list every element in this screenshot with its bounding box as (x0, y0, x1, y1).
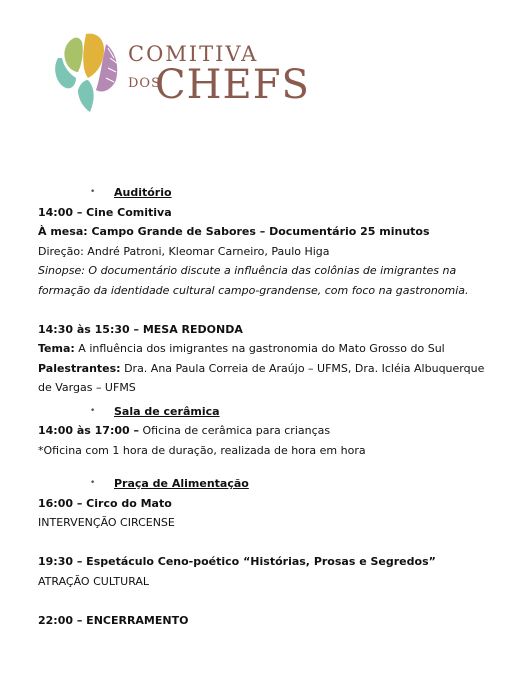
palestrantes-text: Dra. Ana Paula Correia de Araújo – UFMS, Dra. Icléia Albuquerque (120, 361, 485, 375)
tema-line (38, 339, 488, 359)
mesa-text: Campo Grande de Sabores – Documentário 25 minutos (91, 225, 430, 238)
espetaculo-desc: ATRAÇÃO CULTURAL (38, 574, 150, 588)
section-title-auditorio: Auditório (114, 186, 172, 199)
event-schedule (38, 183, 488, 630)
bullet-icon: • (90, 478, 96, 488)
section-title-ceramica: Sala de cerâmica (114, 404, 220, 418)
palestrantes-label: Palestrantes: (38, 361, 121, 375)
espetaculo-time: 19:30 – Espetáculo Ceno-poético “Histórias, Prosas e Segredos” (38, 555, 436, 568)
logo-title-dos: DOS (128, 76, 161, 91)
ceramica-text: Oficina de cerâmica para crianças (139, 424, 331, 437)
circo-time: 16:00 – Circo do Mato (38, 496, 172, 510)
section-ceramica-header (38, 402, 488, 422)
logo-title-chefs: CHEFS (155, 62, 310, 108)
section-auditorio-header (38, 183, 488, 203)
comitiva-dos-chefs-logo (48, 28, 328, 118)
tema-label: Tema: (38, 342, 75, 355)
ceramica-note: *Oficina com 1 hora de duração, realizada de hora em hora (38, 443, 366, 457)
direcao-line: Direção: André Patroni, Kleomar Carneiro, Paulo Higa (38, 244, 330, 258)
bullet-icon: • (90, 187, 96, 197)
sinopse-line-1: Sinopse: O documentário discute a influência das colônias de imigrantes na (38, 264, 457, 277)
palestrantes-line (38, 359, 488, 379)
mesa-line (38, 222, 488, 242)
section-title-alimentacao: Praça de Alimentação (114, 477, 249, 490)
section-alimentacao-header (38, 474, 488, 494)
circo-desc: INTERVENÇÃO CIRCENSE (38, 516, 175, 529)
logo-title-comitiva: COMITIVA (128, 42, 259, 66)
cine-comitiva-time: 14:00 – Cine Comitiva (38, 205, 172, 219)
mesa-redonda-time: 14:30 às 15:30 – MESA REDONDA (38, 322, 243, 336)
bullet-icon: • (90, 405, 96, 416)
tema-text: A influência dos imigrantes na gastronomia do Mato Grosso do Sul (74, 342, 445, 355)
encerramento-time: 22:00 – ENCERRAMENTO (38, 613, 189, 627)
ceramica-line (38, 421, 488, 441)
map-leaf-logo-icon (48, 28, 128, 116)
palestrantes-line-2: de Vargas – UFMS (38, 381, 136, 394)
sinopse-line-2: formação da identidade cultural campo-grandense, com foco na gastronomia. (38, 283, 469, 297)
mesa-label: À mesa: (38, 225, 92, 238)
ceramica-time: 14:00 às 17:00 – (38, 424, 139, 437)
